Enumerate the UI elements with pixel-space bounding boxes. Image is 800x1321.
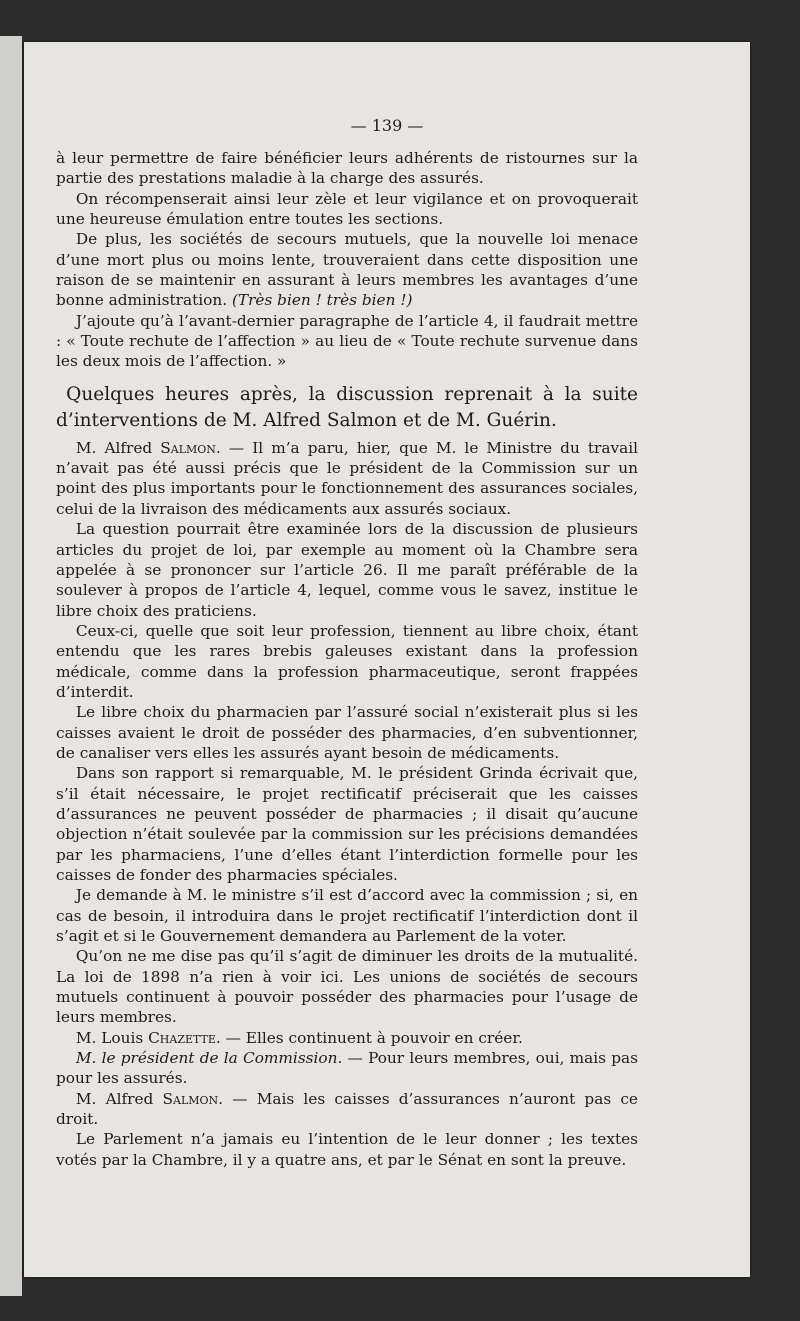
paragraph: à leur permettre de faire bénéficier leurs adhérents de ristournes sur la partie des prestations maladie à la charge des assurés. <box>56 149 638 188</box>
body-text <box>56 148 638 1170</box>
speaker-name: Salmon <box>162 1089 219 1108</box>
paragraph: On récompenserait ainsi leur zèle et leur vigilance et on provoquerait une heureuse émulation entre toutes les sections. <box>56 189 638 229</box>
paragraph <box>56 1048 638 1089</box>
paragraph: Je demande à M. le ministre s’il est d’accord avec la commission ; si, en cas de besoin, il introduira dans le projet rectificatif l’interdiction dont il s’agit et si le Gouvernement demandera au Parlement de la voter. <box>56 886 638 946</box>
paragraph: Ceux-ci, quelle que soit leur profession, tiennent au libre choix, étant entendu que les rares brebis galeuses existant dans la profession médicale, comme dans la profession pharmaceutique, seront frappées d’interdit. <box>56 621 638 701</box>
paragraph <box>56 438 638 519</box>
paragraph: J’ajoute qu’à l’avant-dernier paragraphe de l’article 4, il faudrait mettre : « Toute rechute de l’affection » au lieu de « Toute rechute survenue dans les deux mois de l’affection. » <box>56 311 638 371</box>
document-page <box>24 42 750 1277</box>
paragraph: La question pourrait être examinée lors de la discussion de plusieurs articles du projet de loi, par exemple au moment où la Chambre sera appelée à se prononcer sur l’article 26. Il me paraît préférable de la soulever à propos de l’article 4, lequel, comme vous le savez, institue le libre choix des praticiens. <box>56 520 638 620</box>
speech-text: . — Il m’a paru, hier, que M. le Ministre du travail n’avait pas été aussi précis que le président de la Commission sur un point des plus importants pour le fonctionnement des assurances sociales, celui de la livraison des médicaments aux assurés sociaux. <box>56 438 638 518</box>
speaker-prefix: M. Louis <box>75 1028 149 1047</box>
paragraph-text: De plus, les sociétés de secours mutuels, que la nouvelle loi menace d’une mort plus ou moins lente, trouveraient dans cette disposition une raison de se maintenir en assurant à leurs membres les avantages d’une bonne administration. <box>56 230 638 310</box>
speaker-prefix: M. Alfred <box>75 438 161 457</box>
paragraph: Dans son rapport si remarquable, M. le président Grinda écrivait que, s’il était nécessaire, le projet rectificatif préciserait que les caisses d’assurances ne peuvent posséder de pharmacies ; il disait qu’aucune objection n’était soulevée par la commission sur les précisions demandées par les pharmaciens, l’une d’elles étant l’interdiction formelle pour les caisses de fonder des pharmacies spéciales. <box>56 764 638 884</box>
adjacent-page-edge <box>0 36 22 1296</box>
paragraph <box>56 229 638 310</box>
page-number: — 139 — <box>350 116 424 135</box>
speech-text: . — Mais les caisses d’assurances n’auront pas ce droit. <box>56 1089 638 1129</box>
speaker-name: Chazette <box>148 1028 216 1047</box>
paragraph <box>56 1028 638 1048</box>
speech-text: . — Elles continuent à pouvoir en créer. <box>215 1028 523 1047</box>
paragraph <box>56 1089 638 1130</box>
paragraph: Qu’on ne me dise pas qu’il s’agit de diminuer les droits de la mutualité. La loi de 1898 n’a rien à voir ici. Les unions de sociétés de secours mutuels continuent à pouvoir posséder des pharmacies pour l’usage de leurs membres. <box>56 947 638 1027</box>
speaker-prefix: M. Alfred <box>75 1089 163 1108</box>
section-heading: Quelques heures après, la discussion reprenait à la suite d’interventions de M. Alfred Salmon et de M. Guérin. <box>56 383 638 431</box>
applause-note: (Très bien ! très bien !) <box>231 291 413 310</box>
speaker-name: M. le président de la Commission. <box>75 1049 343 1068</box>
paragraph: Le Parlement n’a jamais eu l’intention de le leur donner ; les textes votés par la Chambre, il y a quatre ans, et par le Sénat en sont la preuve. <box>56 1130 638 1169</box>
speech-text: — Pour leurs membres, oui, mais pas pour les assurés. <box>56 1049 639 1088</box>
paragraph: Le libre choix du pharmacien par l’assuré social n’existerait plus si les caisses avaient le droit de posséder des pharmacies, d’en subventionner, de canaliser vers elles les assurés ayant besoin de médicaments. <box>56 703 638 762</box>
speaker-name: Salmon <box>160 438 216 457</box>
